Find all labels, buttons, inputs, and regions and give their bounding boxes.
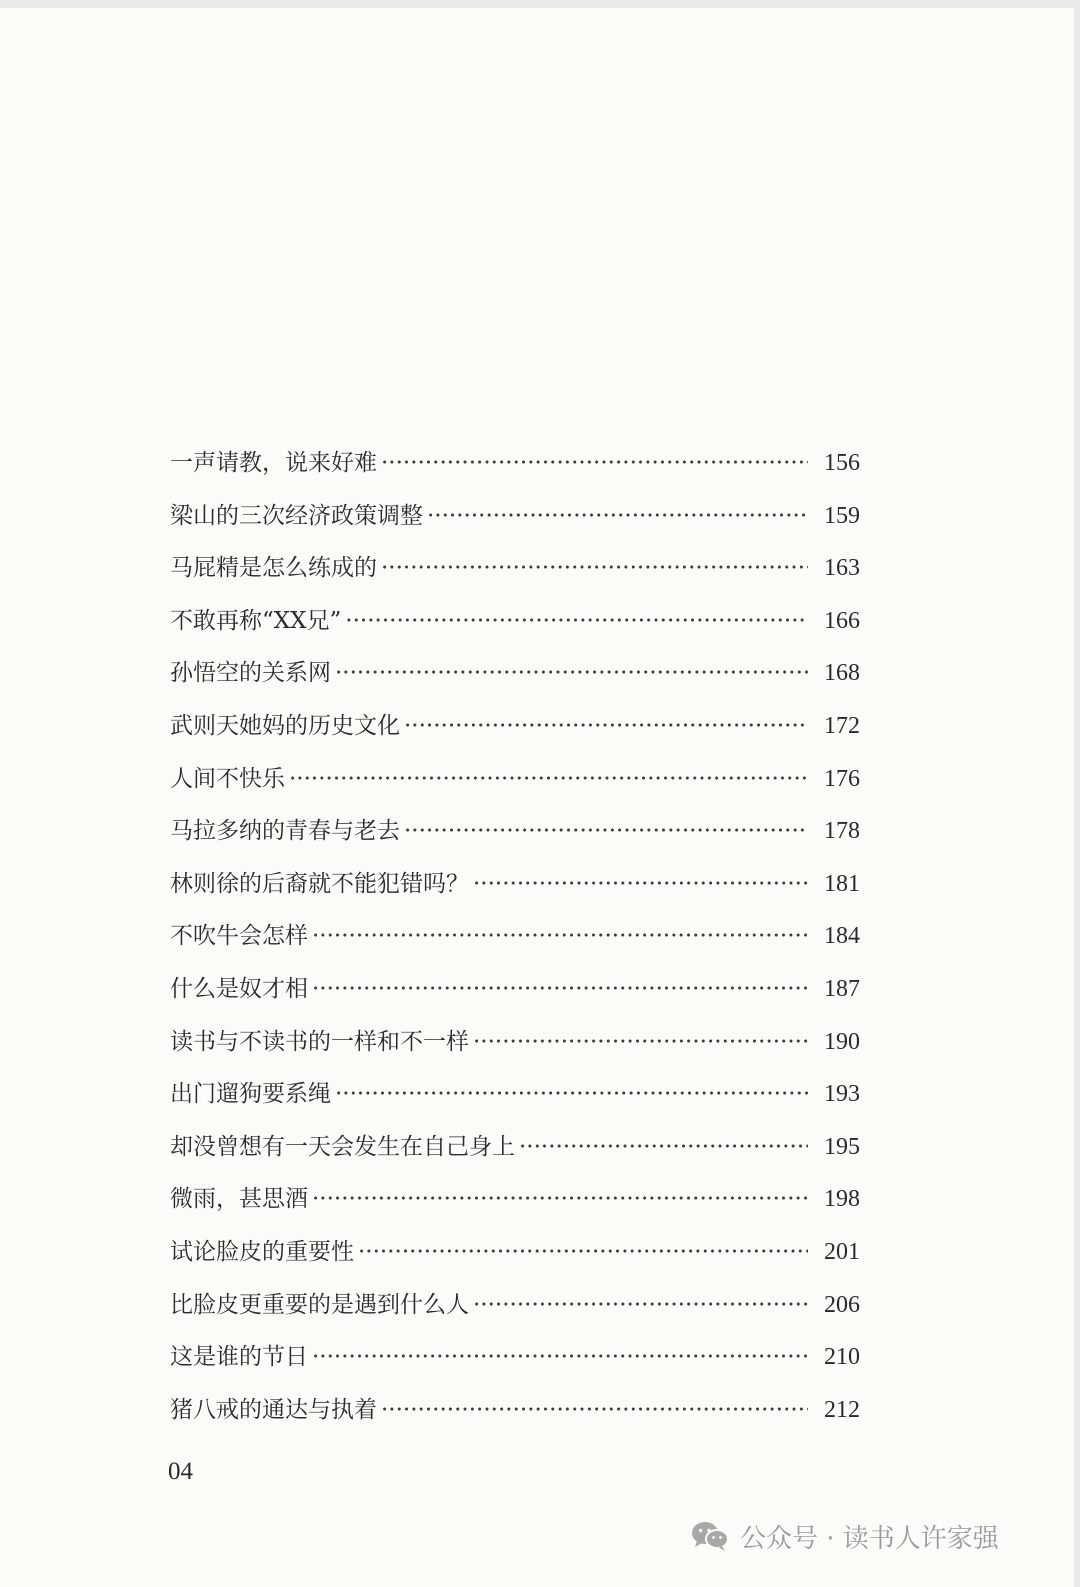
toc-entry-title: 读书与不读书的一样和不一样 [170, 1028, 469, 1055]
dot-leader [312, 1344, 808, 1370]
toc-entry [170, 707, 860, 760]
dot-leader [427, 503, 808, 529]
dot-leader [312, 923, 808, 949]
toc-entry-title: 林则徐的后裔就不能犯错吗？ [170, 870, 469, 897]
toc-entry-page: 172 [824, 712, 860, 739]
dot-leader [381, 1397, 808, 1423]
toc-entry-page: 187 [824, 975, 860, 1002]
toc-entry-title: 出门遛狗要系绳 [170, 1081, 331, 1108]
toc-entry-page: 181 [824, 870, 860, 897]
dot-leader [289, 766, 808, 792]
toc-entry-page: 206 [824, 1291, 860, 1318]
toc-entry-page: 176 [824, 765, 860, 792]
toc-entry-page: 210 [824, 1344, 860, 1371]
toc-entry-page: 156 [824, 450, 860, 476]
toc-entry-title: 不吹牛会怎样 [170, 923, 308, 950]
toc-entry [170, 549, 860, 602]
toc-entry [170, 812, 860, 865]
toc-entry-title: 马屁精是怎么练成的 [170, 555, 377, 582]
toc-entry-page: 195 [824, 1133, 860, 1160]
toc-entry-title: 微雨，甚思酒 [170, 1186, 308, 1213]
dot-leader [381, 450, 808, 476]
table-of-contents [170, 444, 860, 1443]
toc-entry-title: 什么是奴才相 [170, 975, 308, 1002]
toc-entry-page: 198 [824, 1186, 860, 1213]
dot-leader [473, 871, 808, 897]
toc-entry [170, 1075, 860, 1128]
dot-leader [473, 1029, 808, 1055]
toc-entry-title: 孙悟空的关系网 [170, 660, 331, 687]
toc-entry-page: 212 [824, 1396, 860, 1423]
toc-entry [170, 917, 860, 970]
toc-entry [170, 602, 860, 655]
toc-entry-page: 166 [824, 607, 860, 634]
toc-entry-title: 不敢再称“XX兄” [170, 607, 342, 634]
toc-entry [170, 865, 860, 918]
toc-entry [170, 654, 860, 707]
dot-leader [519, 1134, 808, 1160]
dot-leader [335, 1081, 808, 1107]
toc-entry [170, 444, 860, 497]
toc-entry-page: 184 [824, 923, 860, 950]
toc-entry-title: 马拉多纳的青春与老去 [170, 818, 400, 845]
toc-entry-page: 193 [824, 1081, 860, 1108]
toc-entry [170, 1233, 860, 1286]
toc-entry-title: 猪八戒的通达与执着 [170, 1396, 377, 1423]
toc-entry [170, 497, 860, 550]
toc-entry-page: 178 [824, 818, 860, 845]
dot-leader [335, 660, 808, 686]
dot-leader [358, 1239, 808, 1265]
watermark-text: 公众号 · 读书人许家强 [740, 1523, 999, 1554]
toc-entry [170, 1180, 860, 1233]
wechat-icon [690, 1520, 730, 1552]
toc-entry-page: 163 [824, 555, 860, 582]
watermark [690, 1516, 999, 1556]
toc-entry-title: 武则天她妈的历史文化 [170, 712, 400, 739]
toc-entry-title: 这是谁的节日 [170, 1344, 308, 1371]
toc-entry-title: 一声请教，说来好难 [170, 450, 377, 476]
toc-entry [170, 1286, 860, 1339]
toc-entry [170, 1128, 860, 1181]
toc-entry [170, 1391, 860, 1444]
toc-entry-page: 190 [824, 1028, 860, 1055]
dot-leader [404, 713, 808, 739]
dot-leader [381, 555, 808, 581]
toc-entry [170, 760, 860, 813]
dot-leader [404, 818, 808, 844]
dot-leader [473, 1292, 808, 1318]
toc-entry-page: 159 [824, 502, 860, 529]
toc-entry-title: 试论脸皮的重要性 [170, 1238, 354, 1265]
toc-entry-page: 168 [824, 660, 860, 687]
dot-leader [312, 976, 808, 1002]
toc-entry-title: 梁山的三次经济政策调整 [170, 502, 423, 529]
page-number: 04 [168, 1458, 193, 1485]
toc-entry-page: 201 [824, 1238, 860, 1265]
toc-entry [170, 1023, 860, 1076]
toc-entry-title: 人间不快乐 [170, 765, 285, 792]
dot-leader [345, 608, 808, 634]
dot-leader [312, 1186, 808, 1212]
toc-entry [170, 970, 860, 1023]
toc-entry [170, 1338, 860, 1391]
toc-entry-title: 比脸皮更重要的是遇到什么人 [170, 1291, 469, 1318]
toc-entry-title: 却没曾想有一天会发生在自己身上 [170, 1133, 515, 1160]
book-page [0, 8, 1074, 1587]
